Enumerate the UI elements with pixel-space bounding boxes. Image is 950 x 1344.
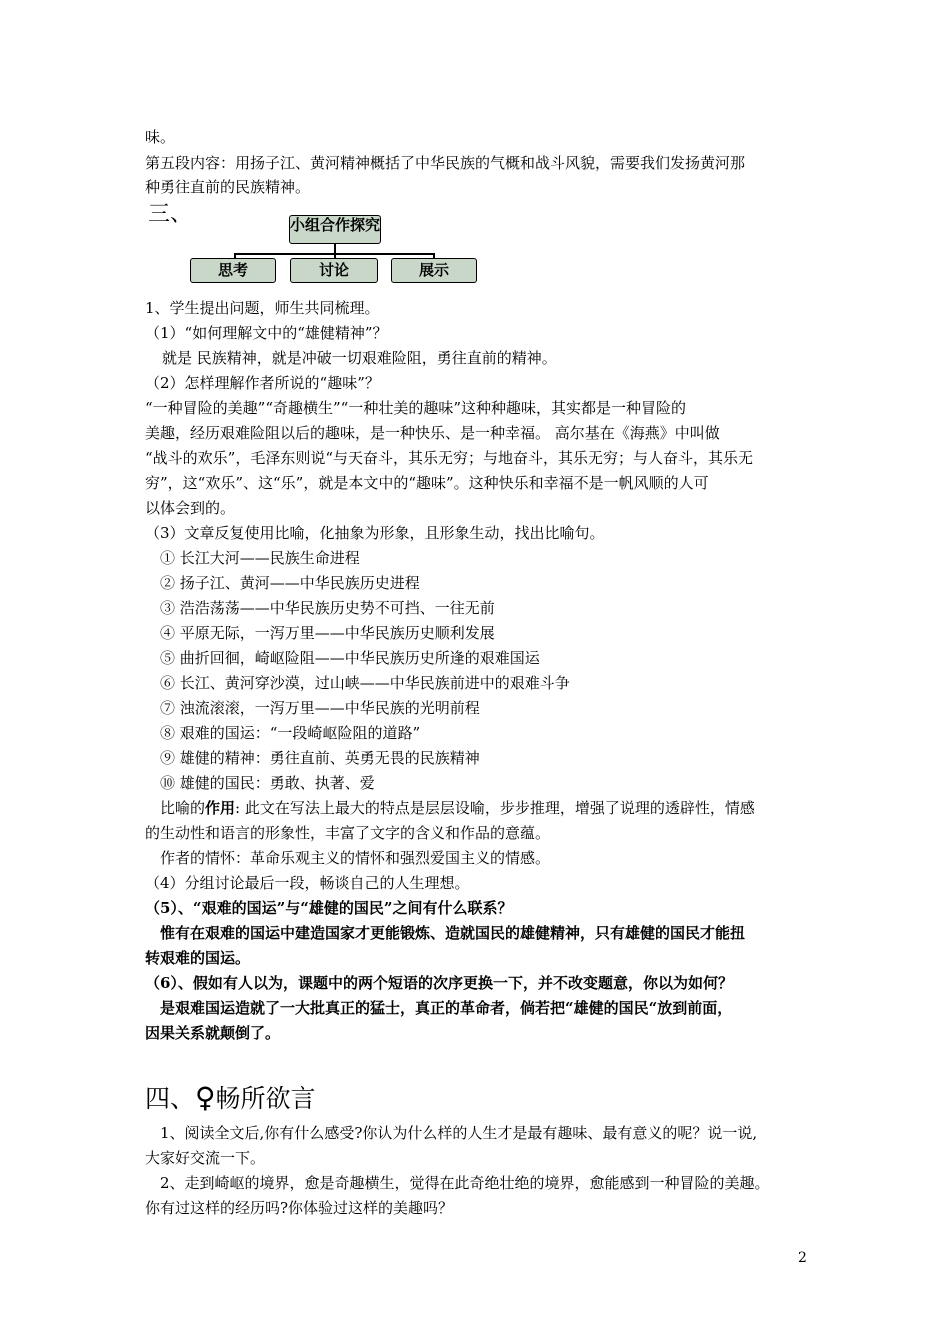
- text-line: 大家好交流一下。: [145, 1149, 266, 1167]
- text-line: 第五段内容：用扬子江、黄河精神概括了中华民族的气概和战斗风貌，需要我们发扬黄河那: [145, 154, 746, 172]
- metaphor-function-line: [160, 798, 755, 818]
- metaphor-item: ⑦ 浊流滚滚，一泻万里——中华民族的光明前程: [160, 699, 480, 717]
- metaphor-item: ⑩ 雄健的国民：勇敢、执著、爱: [160, 774, 375, 792]
- diagram-box-show: 展示: [391, 258, 477, 283]
- question-2: （2）怎样理解作者所说的“趣味”？: [145, 374, 380, 392]
- answer-6-cont: 因果关系就颠倒了。: [145, 1024, 281, 1042]
- answer-5: 惟有在艰难的国运中建造国家才更能锻炼、造就国民的雄健精神，只有雄健的国民才能扭: [160, 924, 746, 942]
- question-4: （4）分组讨论最后一段，畅谈自己的人生理想。: [145, 874, 470, 892]
- function-label: 比喻的: [160, 799, 206, 817]
- text-line: 以体会到的。: [145, 499, 236, 517]
- metaphor-item: ① 长江大河——民族生命进程: [160, 549, 360, 567]
- metaphor-item: ⑨ 雄健的精神：勇往直前、英勇无畏的民族精神: [160, 749, 480, 767]
- metaphor-item: ⑤ 曲折回徊，崎岖险阻——中华民族历史所逢的艰难国运: [160, 649, 540, 667]
- text-line: “一种冒险的美趣”“奇趣横生”“一种壮美的趣味”这种种趣味，其实都是一种冒险的: [145, 399, 687, 417]
- metaphor-item: ② 扬子江、黄河——中华民族历史进程: [160, 574, 420, 592]
- text-line: “战斗的欢乐”，毛泽东则说“与天奋斗，其乐无穷；与地奋斗，其乐无穷；与人奋斗，其乐无: [145, 449, 754, 467]
- question-1: （1）“如何理解文中的“雄健精神”？: [145, 324, 388, 342]
- metaphor-item: ⑥ 长江、黄河穿沙漠，过山峡——中华民族前进中的艰难斗争: [160, 674, 570, 692]
- function-text: : 此文在写法上最大的特点是层层设喻，步步推理，增强了说理的透辟性，情感: [235, 799, 755, 817]
- metaphor-item: ⑧ 艰难的国运：“一段崎岖险阻的道路”: [160, 724, 421, 742]
- text-line: 种勇往直前的民族精神。: [145, 178, 311, 196]
- diagram-box-think: 思考: [190, 258, 276, 283]
- text-line: 的生动性和语言的形象性，丰富了文字的含义和作品的意蕴。: [145, 824, 551, 842]
- female-symbol-icon: ♀: [195, 1081, 216, 1114]
- text-line: 你有过这样的经历吗?你体验过这样的美趣吗？: [145, 1199, 454, 1217]
- text-line: 美趣，经历艰难险阻以后的趣味，是一种快乐、是一种幸福。 高尔基在《海燕》中叫做: [145, 424, 720, 442]
- function-label-bold: 作用: [205, 799, 236, 817]
- metaphor-item: ③ 浩浩荡荡——中华民族历史势不可挡、一往无前: [160, 599, 495, 617]
- answer-5-cont: 转艰难的国运。: [145, 949, 251, 967]
- diagram-box-discuss: 讨论: [290, 258, 378, 283]
- section-three-heading: 三、: [148, 202, 193, 227]
- section-four-title: 畅所欲言: [215, 1084, 316, 1113]
- section-four-number: 四、: [145, 1084, 196, 1113]
- answer-6: 是艰难国运造就了一大批真正的猛士，真正的革命者，倘若把“雄健的国民“放到前面，: [160, 999, 733, 1017]
- text-line: 1、阅读全文后,你有什么感受?你认为什么样的人生才是最有趣味、最有意义的呢？说一说,: [160, 1124, 758, 1142]
- question-5: （5）、“艰难的国运”与“雄健的国民”之间有什么联系？: [145, 899, 513, 917]
- metaphor-item: ④ 平原无际，一泻万里——中华民族历史顺利发展: [160, 624, 495, 642]
- answer-1: 就是 民族精神，就是冲破一切艰难险阻，勇往直前的精神。: [162, 349, 557, 367]
- text-line: 1、学生提出问题，师生共同梳理。: [145, 299, 380, 317]
- diagram-top-box: 小组合作探究: [289, 215, 381, 244]
- page-number: 2: [798, 1250, 807, 1266]
- text-line: 穷”，这“欢乐”、这“乐”，就是本文中的“趣味”。这种快乐和幸福不是一帆风顺的人可: [145, 474, 709, 492]
- question-6: （6）、假如有人以为，课题中的两个短语的次序更换一下，并不改变题意，你以为如何？: [145, 974, 733, 992]
- question-3: （3）文章反复使用比喻，化抽象为形象，且形象生动，找出比喻句。: [145, 524, 605, 542]
- section-four-heading: [145, 1082, 316, 1115]
- text-line: 味。: [145, 128, 176, 146]
- author-feeling: 作者的情怀：革命乐观主义的情怀和强烈爱国主义的情感。: [160, 849, 551, 867]
- text-line: 2、走到崎岖的境界，愈是奇趣横生，觉得在此奇绝壮绝的境界，愈能感到一种冒险的美趣。: [160, 1174, 770, 1192]
